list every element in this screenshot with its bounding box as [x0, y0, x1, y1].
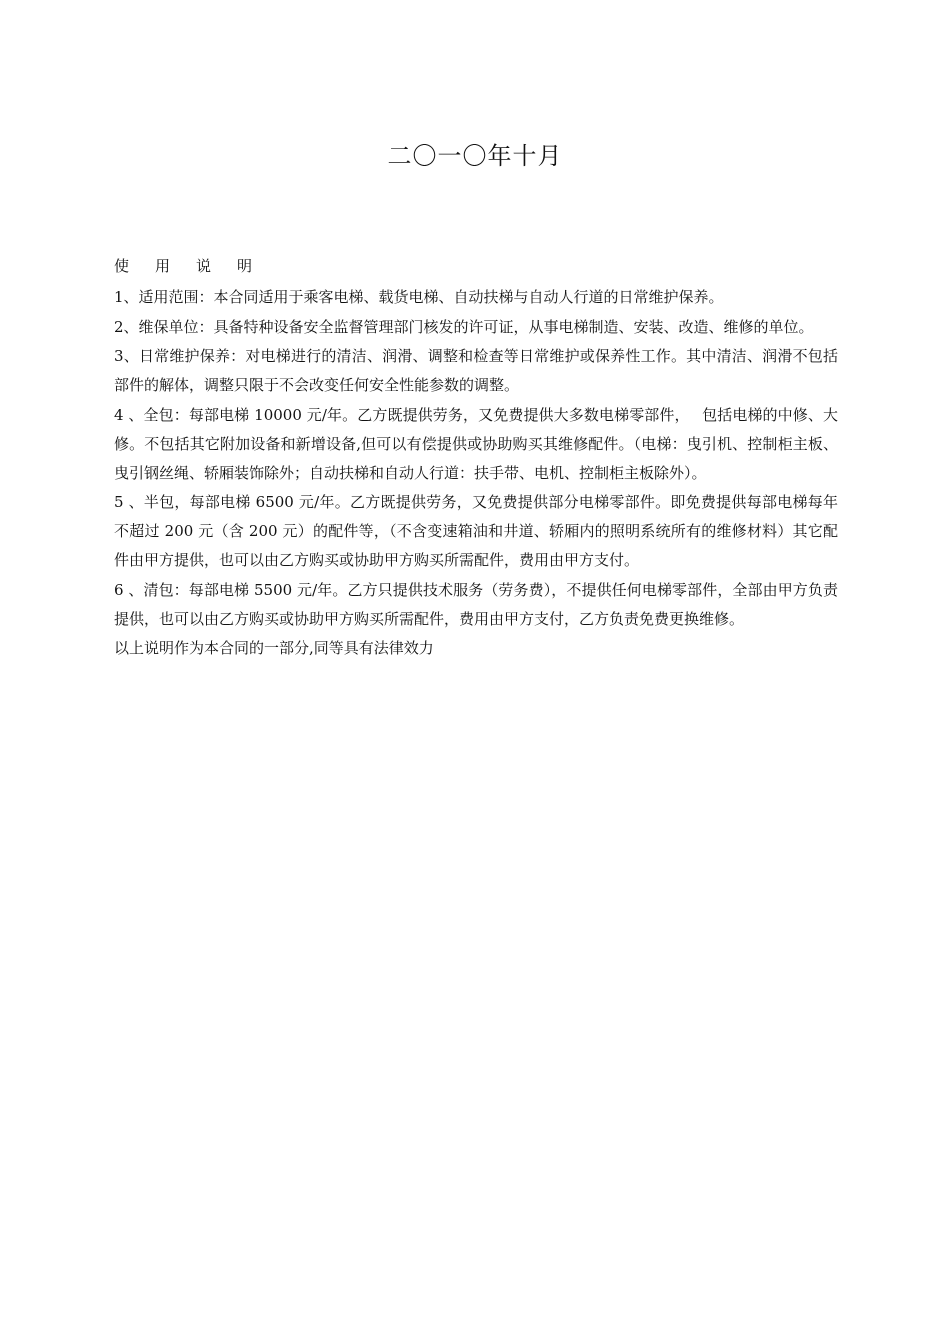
- usage-instructions: [114, 252, 838, 664]
- closing-statement: 以上说明作为本合同的一部分,同等具有法律效力: [114, 639, 434, 657]
- clause-half-package: 5 、半包，每部电梯 6500 元/年。乙方既提供劳务，又免费提供部分电梯零部件。即免费提供每部电梯每年不超过 200 元（含 200 元）的配件等，（不含变速箱油和井道、轿厢内的照明系统所有的维修材料）其它配件由甲方提供，也可以由乙方购买或协助甲方购买所需配件，费用由甲方支付。: [114, 493, 838, 569]
- clause-full-package: 4 、全包：每部电梯 10000 元/年。乙方既提供劳务，又免费提供大多数电梯零部件， 包括电梯的中修、大修。不包括其它附加设备和新增设备,但可以有偿提供或协助购买其维修配件。（电梯：曳引机、控制柜主板、曳引钢丝绳、轿厢装饰除外；自动扶梯和自动人行道：扶手带、电机、控制柜主板除外）。: [114, 405, 838, 482]
- section-heading: [114, 252, 838, 281]
- clause-scope: 1、适用范围：本合同适用于乘客电梯、载货电梯、自动扶梯与自动人行道的日常维护保养。: [114, 288, 724, 306]
- clause-daily-maintenance: 3、日常维护保养：对电梯进行的清洁、润滑、调整和检查等日常维护或保养性工作。其中清洁、润滑不包括部件的解体，调整只限于不会改变任何安全性能参数的调整。: [114, 347, 838, 394]
- heading-char: 用: [155, 257, 171, 275]
- heading-char: 使: [114, 257, 130, 275]
- clause-labor-only: 6 、清包：每部电梯 5500 元/年。乙方只提供技术服务（劳务费），不提供任何电梯零部件，全部由甲方负责提供，也可以由乙方购买或协助甲方购买所需配件，费用由甲方支付，乙方负责免费更换维修。: [114, 580, 838, 628]
- heading-char: 说: [196, 257, 212, 275]
- heading-char: 明: [237, 257, 253, 275]
- document-date: 二〇一〇年十月: [387, 142, 563, 170]
- clause-maintenance-unit: 2、维保单位：具备特种设备安全监督管理部门核发的许可证，从事电梯制造、安装、改造、维修的单位。: [114, 317, 814, 336]
